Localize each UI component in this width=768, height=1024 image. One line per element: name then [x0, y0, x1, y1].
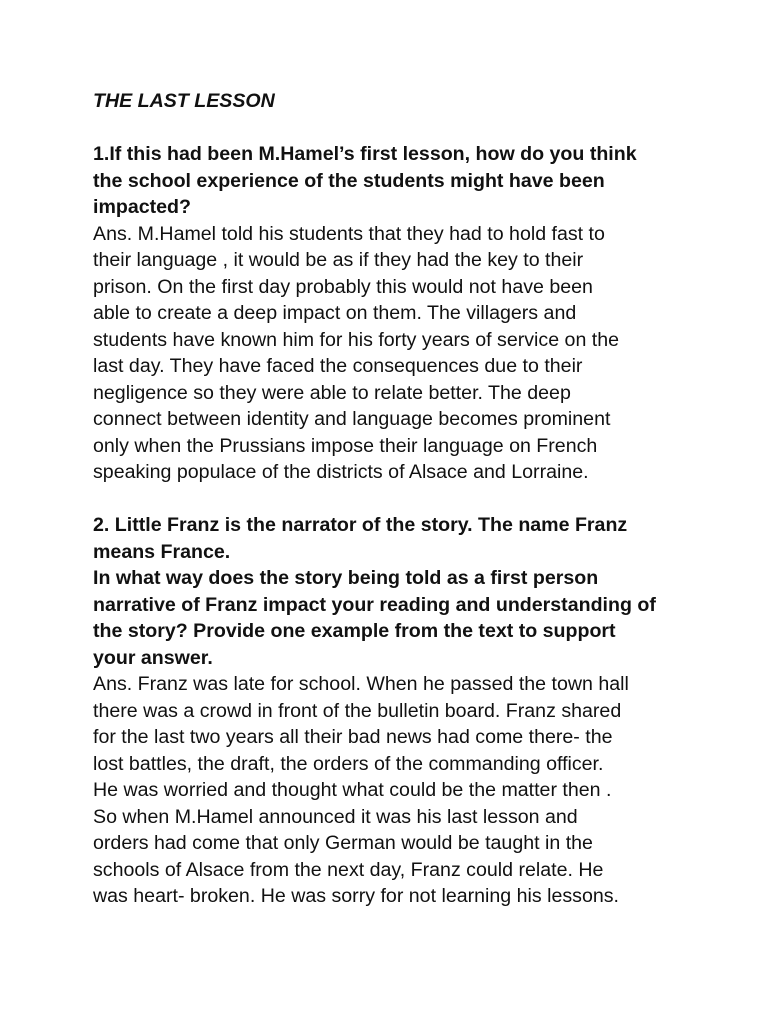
question-2 [93, 512, 693, 671]
question-2-line: narrative of Franz impact your reading and understanding of [93, 593, 656, 616]
answer-1-line: prison. On the first day probably this would not have been [93, 275, 593, 298]
answer-2-line: for the last two years all their bad news had come there- the [93, 726, 613, 748]
answer-1-line: their language , it would be as if they had the key to their [93, 249, 584, 271]
answer-2-line: lost battles, the draft, the orders of the commanding officer. [93, 752, 604, 775]
question-2-line: the story? Provide one example from the text to support [93, 620, 616, 642]
answer-2 [93, 671, 693, 910]
question-1 [93, 141, 693, 221]
question-1-line: impacted? [93, 196, 191, 218]
answer-1-line: last day. They have faced the consequences due to their [93, 355, 583, 377]
answer-1-line: only when the Prussians impose their language on French [93, 434, 598, 457]
question-section-1 [93, 141, 693, 486]
answer-1 [93, 221, 693, 486]
question-section-2 [93, 512, 693, 910]
answer-2-line: He was worried and thought what could be the matter then . [93, 779, 612, 801]
answer-1-line: Ans. M.Hamel told his students that they had to hold fast to [93, 222, 605, 245]
answer-1-line: students have known him for his forty years of service on the [93, 328, 620, 351]
answer-1-line: able to create a deep impact on them. The villagers and [93, 302, 577, 324]
answer-2-line: was heart- broken. He was sorry for not learning his lessons. [93, 885, 619, 907]
question-2-line: your answer. [93, 646, 213, 669]
document-title: THE LAST LESSON [93, 90, 275, 112]
question-2-line: means France. [93, 540, 231, 563]
answer-2-line: schools of Alsace from the next day, Franz could relate. He [93, 858, 604, 881]
answer-2-line: orders had come that only German would be taught in the [93, 832, 593, 854]
answer-1-line: speaking populace of the districts of Alsace and Lorraine. [93, 461, 589, 483]
answer-2-line: Ans. Franz was late for school. When he passed the town hall [93, 673, 629, 695]
question-1-line: the school experience of the students might have been [93, 169, 605, 192]
question-2-line: 2. Little Franz is the narrator of the story. The name Franz [93, 514, 628, 536]
answer-1-line: connect between identity and language becomes prominent [93, 408, 611, 430]
question-2-line: In what way does the story being told as a first person [93, 567, 599, 589]
answer-1-line: negligence so they were able to relate better. The deep [93, 381, 571, 404]
answer-2-line: So when M.Hamel announced it was his last lesson and [93, 805, 578, 828]
document-page [93, 88, 693, 936]
question-1-line: 1.If this had been M.Hamel’s first lesson, how do you think [93, 143, 637, 165]
answer-2-line: there was a crowd in front of the bulletin board. Franz shared [93, 699, 622, 722]
